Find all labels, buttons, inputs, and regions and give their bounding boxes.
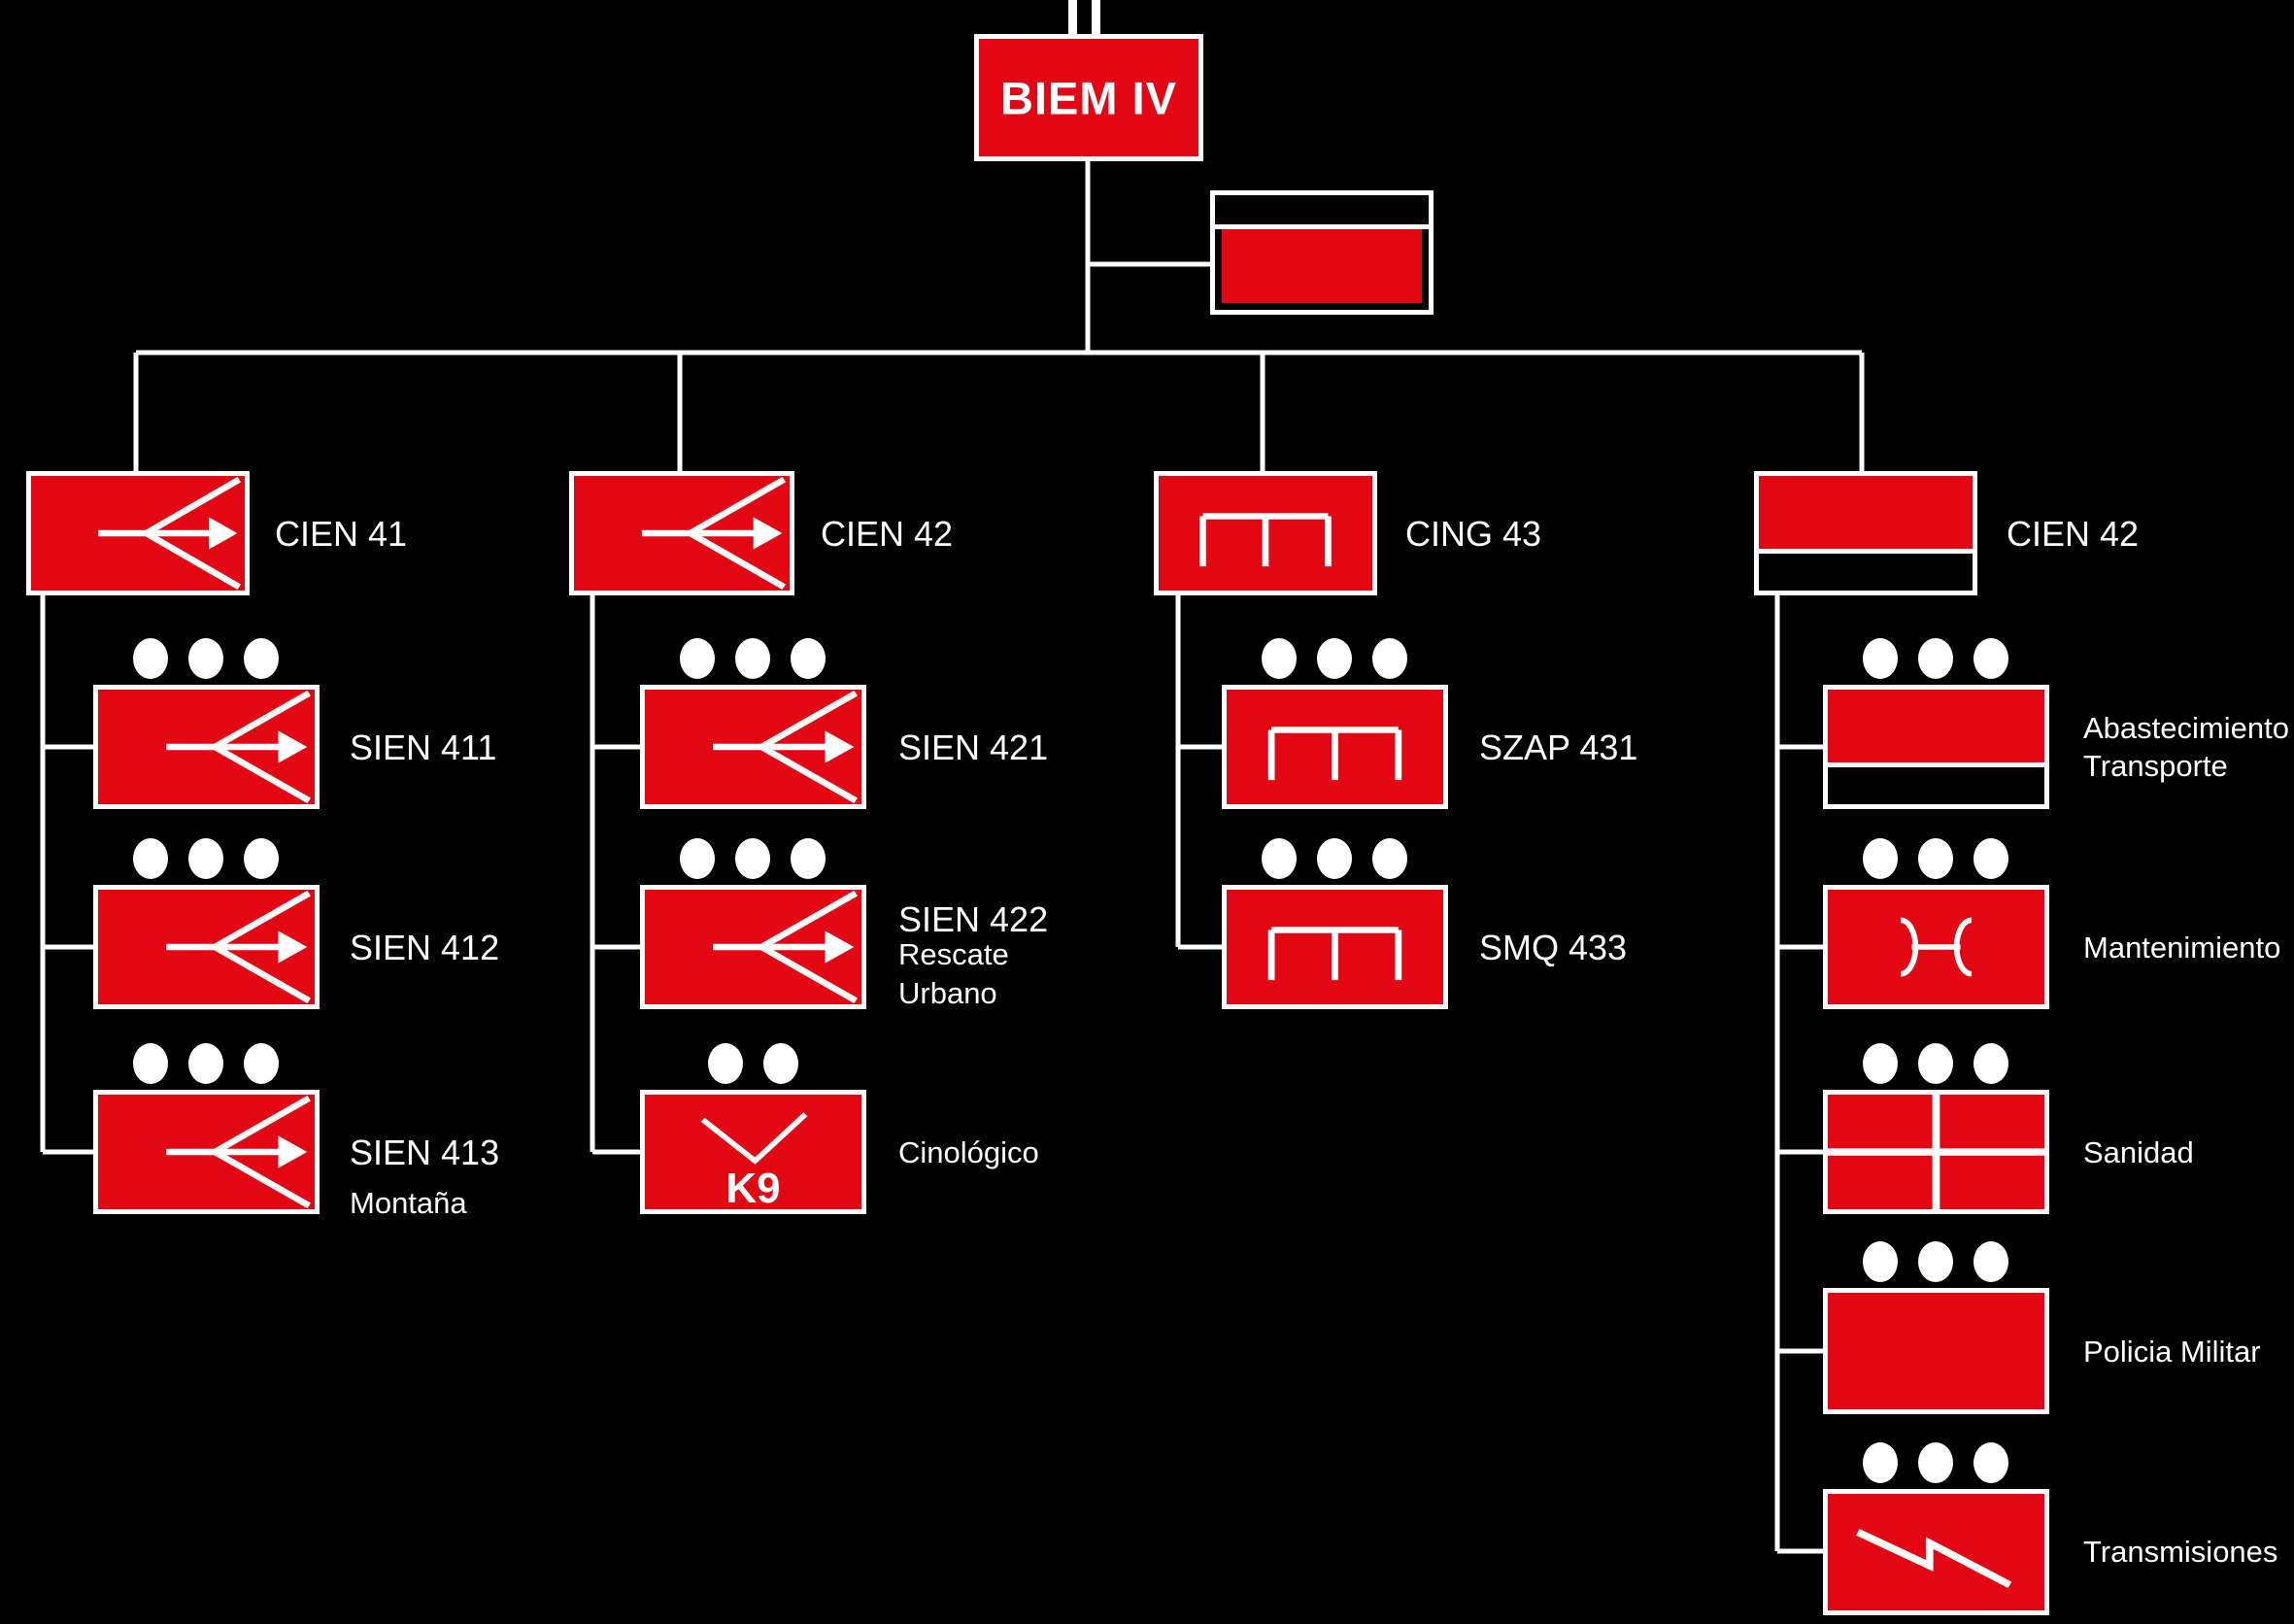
unit-label: Abastecimiento: [2083, 711, 2289, 745]
echelon-dot: [1974, 1043, 2008, 1084]
echelon-dot: [1974, 638, 2008, 679]
echelon-dot: [1262, 838, 1297, 879]
echelon-dot: [1372, 638, 1407, 679]
medical-cross-icon: [1828, 1095, 2044, 1209]
unit-box-sien-422: [640, 885, 866, 1009]
maintenance-icon: [1828, 890, 2044, 1004]
unit-box-cinologico-k9: [640, 1090, 866, 1214]
unit-label: CIEN 41: [275, 514, 408, 554]
echelon-dot: [1317, 638, 1352, 679]
echelon-dots: [1853, 1241, 2018, 1282]
echelon-dot: [244, 838, 279, 879]
unit-box-sien-411: [93, 685, 320, 809]
unit-label: Mantenimiento: [2083, 930, 2281, 964]
echelon-dot: [188, 1043, 223, 1084]
echelon-dot: [1262, 638, 1297, 679]
echelon-dot: [735, 838, 770, 879]
echelon-dot: [1863, 838, 1898, 879]
echelon-dots: [1853, 1043, 2018, 1084]
unit-box-cien-41: [26, 471, 250, 595]
echelon-dot: [1918, 838, 1953, 879]
echelon-dot: [1918, 1043, 1953, 1084]
echelon-dot: [188, 838, 223, 879]
unit-sublabel: Montaña: [350, 1186, 467, 1220]
echelon-dot: [680, 638, 715, 679]
echelon-dot: [133, 838, 168, 879]
unit-sublabel: Rescate: [898, 937, 1009, 971]
unit-label: SIEN 411: [350, 727, 497, 767]
unit-box-sien-421: [640, 685, 866, 809]
unit-box-abastecimiento: [1823, 685, 2049, 809]
unit-label-biem-iv: BIEM IV: [1000, 72, 1177, 123]
unit-box-smq-433: [1222, 885, 1448, 1009]
echelon-dots: [1853, 1442, 2018, 1483]
unit-label: Transmisiones: [2083, 1535, 2278, 1569]
echelon-dots: [1252, 838, 1417, 879]
unit-box-cien-42-services: [1754, 471, 1977, 595]
echelon-dot: [735, 638, 770, 679]
service-band-icon: [1828, 690, 2044, 767]
echelon-dot: [133, 638, 168, 679]
engineer-assault-arrow-icon: [574, 476, 790, 591]
unit-label: Sanidad: [2083, 1135, 2194, 1169]
unit-label: CIEN 42: [821, 514, 954, 554]
engineer-bridge-icon: [1159, 476, 1372, 591]
echelon-dot: [1863, 1442, 1898, 1483]
engineer-bridge-icon: [1227, 890, 1443, 1004]
echelon-dots: [1853, 838, 2018, 879]
unit-box-sien-412: [93, 885, 320, 1009]
echelon-dot: [1863, 1043, 1898, 1084]
k9-box-text: K9: [725, 1165, 781, 1212]
echelon-dot: [763, 1043, 798, 1084]
echelon-dot: [1372, 838, 1407, 879]
engineer-assault-arrow-icon: [31, 476, 245, 591]
echelon-dot: [1974, 838, 2008, 879]
echelon-dots: [1853, 638, 2018, 679]
echelon-dots: [123, 638, 288, 679]
unit-label: CING 43: [1405, 514, 1542, 554]
echelon-dots: [123, 1043, 288, 1084]
unit-label: CIEN 42: [2007, 514, 2140, 554]
unit-label: SIEN 413: [350, 1133, 500, 1172]
unit-box-transmisiones: [1823, 1489, 2049, 1615]
echelon-dots: [123, 838, 288, 879]
unit-box-mantenimiento: [1823, 885, 2049, 1009]
echelon-dots: [1252, 638, 1417, 679]
unit-label: SIEN 412: [350, 928, 500, 967]
echelon-dots: [670, 638, 835, 679]
service-band-icon: [1759, 476, 1973, 554]
engineer-assault-arrow-icon: [98, 690, 315, 804]
echelon-dot: [244, 638, 279, 679]
echelon-dot: [1974, 1442, 2008, 1483]
echelon-dot: [791, 638, 826, 679]
echelon-dot: [1918, 638, 1953, 679]
echelon-dot: [1863, 638, 1898, 679]
echelon-dot: [133, 1043, 168, 1084]
unit-box-szap-431: [1222, 685, 1448, 809]
unit-box-sanidad: [1823, 1090, 2049, 1214]
echelon-ii-bar: [1092, 0, 1100, 35]
echelon-dot: [708, 1043, 743, 1084]
signal-bolt-icon: [1828, 1494, 2044, 1610]
echelon-dot: [1918, 1241, 1953, 1282]
unit-box-cien-42: [569, 471, 794, 595]
unit-sublabel: Urbano: [898, 976, 997, 1010]
echelon-dots: [670, 838, 835, 879]
unit-box-policia-militar: [1823, 1288, 2049, 1414]
unit-label: Cinológico: [898, 1135, 1039, 1169]
engineer-assault-arrow-icon: [645, 690, 861, 804]
unit-label: SMQ 433: [1479, 928, 1628, 967]
echelon-dot: [1317, 838, 1352, 879]
echelon-dot: [1863, 1241, 1898, 1282]
echelon-dot: [1974, 1241, 2008, 1282]
unit-label: Policia Militar: [2083, 1335, 2261, 1369]
engineer-assault-arrow-icon: [98, 890, 315, 1004]
unit-box-biem-iv: [974, 34, 1203, 161]
echelon-dot: [188, 638, 223, 679]
echelon-dot: [244, 1043, 279, 1084]
engineer-assault-arrow-icon: [645, 890, 861, 1004]
unit-box-cing-43: [1154, 471, 1377, 595]
engineer-assault-arrow-icon: [98, 1095, 315, 1209]
unit-label: SIEN 421: [898, 727, 1049, 767]
echelon-dot: [680, 838, 715, 879]
unit-sublabel: Transporte: [2083, 749, 2228, 783]
echelon-ii-bar: [1068, 0, 1077, 35]
unit-label: SIEN 422: [898, 899, 1049, 939]
unit-label: SZAP 431: [1479, 727, 1638, 767]
echelon-dot: [1918, 1442, 1953, 1483]
echelon-dot: [791, 838, 826, 879]
engineer-bridge-icon: [1227, 690, 1443, 804]
echelon-dots: [670, 1043, 835, 1084]
staff-flag-box: [1210, 190, 1434, 315]
unit-box-sien-413: [93, 1090, 320, 1214]
staff-red-field: [1222, 229, 1422, 303]
